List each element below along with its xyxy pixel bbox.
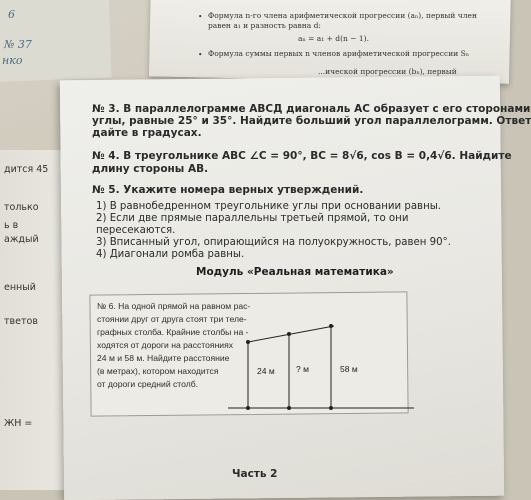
task5-item-1: 1) В равнобедренном треугольнике углы при основании равны. — [96, 201, 442, 212]
right-pole-top-point — [329, 324, 333, 328]
formula-sheet-formula: aₙ = a₁ + d(n − 1). — [298, 34, 369, 43]
right-pole-base-point — [329, 406, 333, 410]
formula-sheet-bullet-2: • — [198, 50, 203, 59]
left-pole-top-point — [246, 340, 250, 344]
left-edge-text-3: ь в — [4, 220, 19, 231]
middle-pole-top-point — [287, 332, 291, 336]
left-pole-height-label: 24 м — [257, 366, 275, 376]
task5-item-2-cont: пересекаются. — [96, 225, 176, 236]
left-edge-text-4: аждый — [4, 234, 39, 245]
task5-item-3: 3) Вписанный угол, опирающийся на полуокружность, равен 90°. — [96, 237, 451, 248]
task3-line-1: № 3. В параллелограмме АВСД диагональ АС образует с его сторонами — [92, 103, 531, 115]
task5-intro: № 5. Укажите номера верных утверждений. — [92, 184, 364, 196]
left-edge-text-7: ЖН = — [4, 418, 33, 429]
handwriting-1: 6 — [8, 8, 15, 21]
task5-item-4: 4) Диагонали ромба равны. — [96, 249, 245, 260]
task6-line-2: стоянии друг от друга стоят три теле- — [97, 314, 247, 324]
left-edge-text-6: тветов — [4, 316, 38, 327]
part-label: Часть 2 — [232, 468, 278, 480]
task5-item-2: 2) Если две прямые параллельны третьей прямой, то они — [96, 213, 409, 224]
right-pole-height-label: 58 м — [340, 364, 358, 374]
task6-line-4: ходятся от дороги на расстояниях — [97, 340, 234, 350]
formula-sheet-line-4: ...ической прогрессии (bₙ), первый — [318, 67, 457, 76]
left-pole-base-point — [246, 406, 250, 410]
task6-line-6: (в метрах), котором находится — [97, 366, 219, 376]
task6-line-1: № 6. На одной прямой на равном рас- — [97, 301, 251, 311]
formula-sheet-line-3: Формула суммы первых n членов арифметической прогрессии Sₙ — [208, 49, 469, 58]
task3-line-2: углы, равные 25° и 35°. Найдите больший угол параллелограмм. Ответ — [92, 115, 531, 127]
task6-line-7: от дороги средний столб. — [97, 379, 199, 389]
middle-pole-height-label: ? м — [296, 364, 309, 374]
formula-sheet-line-1: Формула n-го члена арифметической прогрессии (aₙ), первый член — [208, 11, 477, 20]
module-title: Модуль «Реальная математика» — [196, 266, 394, 278]
handwriting-3: нко — [2, 54, 23, 67]
task6-line-5: 24 м и 58 м. Найдите расстояние — [97, 353, 230, 363]
left-edge-text-2: только — [4, 202, 39, 213]
middle-pole-base-point — [287, 406, 291, 410]
formula-sheet-bullet-1: • — [198, 12, 203, 21]
task4-line-1: № 4. В треугольнике АВС ∠С = 90°, ВС = 8√6, cos B = 0,4√6. Найдите — [92, 150, 512, 162]
left-edge-text-5: енный — [4, 282, 36, 293]
handwriting-2: № 37 — [4, 38, 32, 51]
task6-line-3: графных столба. Крайние столбы на - — [97, 327, 249, 337]
worksheet — [60, 76, 504, 500]
task3-line-3: дайте в градусах. — [92, 127, 202, 139]
task4-line-2: длину стороны АВ. — [92, 163, 209, 175]
left-edge-text-1: дится 45 — [4, 164, 49, 175]
formula-sheet-line-2: равен a₁ и разность равна d: — [208, 21, 321, 30]
